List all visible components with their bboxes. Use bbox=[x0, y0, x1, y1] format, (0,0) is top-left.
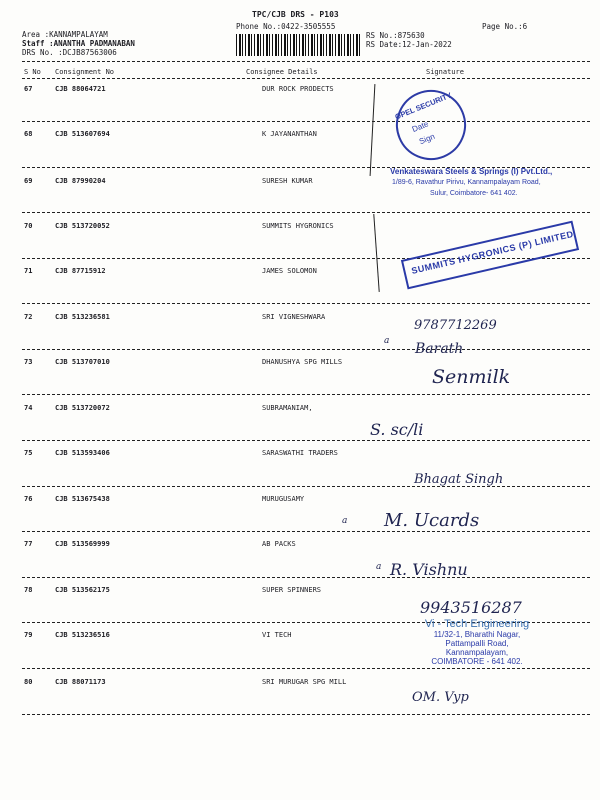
handwritten-signature: Barath bbox=[415, 341, 464, 357]
row-divider bbox=[22, 714, 590, 715]
row-sno: 80 bbox=[24, 678, 33, 686]
row-sno: 77 bbox=[24, 540, 33, 548]
row-consignment: CJB 513707010 bbox=[55, 358, 110, 366]
row-consignee: SUMMITS HYGRONICS bbox=[262, 222, 334, 230]
row-consignment: CJB 513675438 bbox=[55, 495, 110, 503]
phone-number: Phone No.:0422-3505555 bbox=[236, 22, 336, 31]
document-title: TPC/CJB DRS - P103 bbox=[252, 10, 339, 19]
handwritten-phone: 9787712269 bbox=[414, 318, 497, 333]
stamp-text: Venkateswara Steels & Springs (I) Pvt.Ltd., bbox=[390, 167, 553, 176]
col-header-consignment: Consignment No bbox=[55, 68, 115, 76]
row-consignee: SRI MURUGAR SPG MILL bbox=[262, 678, 347, 686]
row-sno: 68 bbox=[24, 130, 33, 138]
stamp-text: Kannampalayam, bbox=[445, 648, 509, 657]
row-consignee: SRI VIGNESHWARA bbox=[262, 313, 326, 321]
row-sno: 73 bbox=[24, 358, 33, 366]
stamp-text: Date bbox=[410, 119, 430, 134]
rs-number: RS No.:875630 bbox=[366, 31, 425, 40]
stamp-text: 1/89-6, Ravathur Pirivu, Kannampalayam Road, bbox=[392, 179, 541, 186]
row-consignee: SUPER SPINNERS bbox=[262, 586, 322, 594]
row-consignment: CJB 87990204 bbox=[55, 177, 106, 185]
row-sno: 69 bbox=[24, 177, 33, 185]
row-divider bbox=[22, 121, 590, 122]
row-divider bbox=[22, 577, 590, 578]
pen-stroke bbox=[370, 84, 376, 176]
stamp-text: Sign bbox=[417, 131, 437, 147]
stamp-text: Pattampalli Road, bbox=[445, 639, 509, 648]
stamp-text: OPEL SECURITY bbox=[393, 90, 453, 122]
row-consignee: SARASWATHI TRADERS bbox=[262, 449, 338, 457]
row-sno: 76 bbox=[24, 495, 33, 503]
handwritten-mark: a bbox=[342, 516, 348, 526]
stamp-text: SUMMITS HYGRONICS (P) LIMITED bbox=[410, 228, 575, 276]
handwritten-mark: a bbox=[376, 562, 382, 572]
col-header-sno: S No bbox=[24, 68, 41, 76]
header-divider bbox=[22, 61, 590, 62]
row-consignment: CJB 513236581 bbox=[55, 313, 110, 321]
row-sno: 75 bbox=[24, 449, 33, 457]
row-consignment: CJB 513562175 bbox=[55, 586, 110, 594]
handwritten-signature: Senmilk bbox=[432, 366, 511, 388]
row-consignee: DUR ROCK PRODECTS bbox=[262, 85, 334, 93]
row-divider bbox=[22, 668, 590, 669]
row-sno: 72 bbox=[24, 313, 33, 321]
row-divider bbox=[22, 440, 590, 441]
handwritten-signature: R. Vishnu bbox=[390, 560, 468, 579]
row-sno: 67 bbox=[24, 85, 33, 93]
pen-stroke bbox=[373, 214, 379, 292]
row-consignment: CJB 513569999 bbox=[55, 540, 110, 548]
row-sno: 70 bbox=[24, 222, 33, 230]
row-divider bbox=[22, 212, 590, 213]
row-divider bbox=[22, 394, 590, 395]
row-consignee: JAMES SOLOMON bbox=[262, 267, 317, 275]
row-consignment: CJB 513720052 bbox=[55, 222, 110, 230]
row-sno: 74 bbox=[24, 404, 33, 412]
handwritten-signature: M. Ucards bbox=[384, 510, 480, 531]
row-consignment: CJB 88064721 bbox=[55, 85, 106, 93]
stamp-text: COIMBATORE - 641 402. bbox=[431, 657, 523, 666]
row-consignment: CJB 87715912 bbox=[55, 267, 106, 275]
row-divider bbox=[22, 349, 590, 350]
column-header-divider bbox=[22, 78, 590, 79]
row-sno: 78 bbox=[24, 586, 33, 594]
handwritten-signature: Bhagat Singh bbox=[414, 472, 504, 487]
staff-label: Staff :ANANTHA PADMANABAN bbox=[22, 39, 135, 48]
row-consignment: CJB 513236516 bbox=[55, 631, 110, 639]
row-consignee: MURUGUSAMY bbox=[262, 495, 305, 503]
handwritten-phone: 9943516287 bbox=[420, 598, 522, 617]
row-divider bbox=[22, 486, 590, 487]
stamp-text: 11/32-1, Bharathi Nagar, bbox=[433, 630, 521, 639]
row-consignee: AB PACKS bbox=[262, 540, 296, 548]
row-consignment: CJB 513593406 bbox=[55, 449, 110, 457]
page-number: Page No.:6 bbox=[482, 22, 528, 31]
row-sno: 71 bbox=[24, 267, 33, 275]
row-consignee: SUBRAMANIAM, bbox=[262, 404, 313, 412]
summits-stamp bbox=[401, 221, 579, 290]
row-consignee: K JAYANANTHAN bbox=[262, 130, 317, 138]
area-label: Area :KANNAMPALAYAM bbox=[22, 30, 108, 39]
handwritten-signature: OM. Vyp bbox=[412, 690, 469, 705]
col-header-signature: Signature bbox=[426, 68, 464, 76]
rs-date: RS Date:12-Jan-2022 bbox=[366, 40, 452, 49]
stamp-text: Vi - Tech Engineering bbox=[424, 618, 530, 630]
row-divider bbox=[22, 531, 590, 532]
vi-tech-stamp bbox=[392, 618, 562, 666]
row-consignment: CJB 513720072 bbox=[55, 404, 110, 412]
row-consignee: SURESH KUMAR bbox=[262, 177, 313, 185]
row-sno: 79 bbox=[24, 631, 33, 639]
stamp-text: Sulur, Coimbatore- 641 402. bbox=[430, 190, 518, 197]
barcode bbox=[236, 34, 360, 56]
handwritten-signature: S. sc/li bbox=[370, 420, 424, 439]
opel-security-stamp bbox=[385, 79, 476, 170]
handwritten-mark: a bbox=[384, 336, 390, 346]
col-header-consignee: Consignee Details bbox=[246, 68, 318, 76]
row-consignee: VI TECH bbox=[262, 631, 292, 639]
row-consignment: CJB 513607694 bbox=[55, 130, 110, 138]
row-divider bbox=[22, 303, 590, 304]
row-consignee: DHANUSHYA SPG MILLS bbox=[262, 358, 343, 366]
row-consignment: CJB 88071173 bbox=[55, 678, 106, 686]
drs-number: DRS No. :DCJB87563006 bbox=[22, 48, 117, 57]
